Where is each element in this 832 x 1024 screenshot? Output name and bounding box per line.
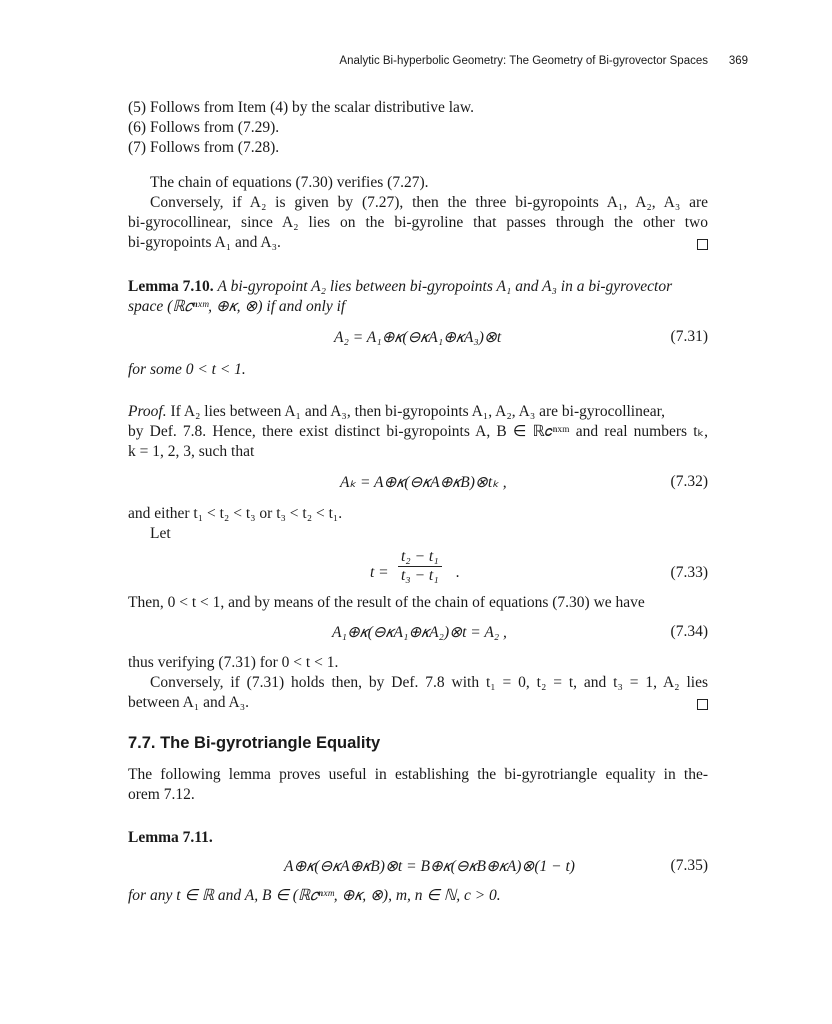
proof-text: If A₂ lies between A₁ and A₃, then bi-gyropoints A₁, A₂, A₃ are bi-gyrocollinear, [170,403,666,420]
equation-number: (7.31) [670,328,708,345]
qed-symbol [697,239,708,250]
paragraph [128,173,708,253]
proof-line: thus verifying (7.31) for 0 < t < 1. [128,654,339,671]
list-item: (5) Follows from Item (4) by the scalar distributive law. [128,99,474,116]
equation-tail: . [456,564,460,581]
proof-line: and either t₁ < t₂ < t₃ or t₃ < t₂ < t₁. [128,505,343,522]
proof-text: between A₁ and A₃. [128,694,250,711]
paragraph-line: The following lemma proves useful in establishing the bi-gyrotriangle equality in the- [128,766,708,783]
paragraph-line: Conversely, if A₂ is given by (7.27), then the three bi-gyropoints A₁, A₂, A₃ are [150,194,708,211]
proof-label: Proof. [128,403,167,420]
list-item: (7) Follows from (7.28). [128,139,280,156]
lemma-line: space (ℝ𝑐ⁿˣᵐ, ⊕𝜅, ⊗) if and only if [128,298,346,315]
equation-expression: Aₖ = A⊕𝜅(⊖𝜅A⊕𝜅B)⊗tₖ , [340,474,507,491]
qed-symbol [697,699,708,710]
equation-number: (7.35) [670,857,708,874]
proof [128,402,708,462]
equation-7-31 [128,328,708,350]
section-heading: 7.7. The Bi-gyrotriangle Equality [128,734,381,752]
proof-line [128,402,708,422]
lemma-7-10 [128,277,708,317]
lemma-title: Lemma 7.11. [128,829,213,846]
lemma-condition [128,886,708,906]
paragraph-line: bi-gyrocollinear, since A₂ lies on the bi-gyroline that passes through the other two [128,214,708,231]
lemma-7-11 [128,828,708,848]
proof-line: k = 1, 2, 3, such that [128,443,255,460]
running-head-title: Analytic Bi-hyperbolic Geometry: The Geometry of Bi-gyrovector Spaces [339,55,708,67]
equation-7-35 [128,857,708,879]
list-item: (6) Follows from (7.29). [128,119,280,136]
proof-line [128,693,708,713]
fraction-denominator: t₃ − t₁ [401,567,439,584]
section-intro [128,765,708,805]
page-number: 369 [728,55,748,67]
paragraph-line: orem 7.12. [128,786,195,803]
equation-expression: A₂ = A₁⊕𝜅(⊖𝜅A₁⊕𝜅A₃)⊗t [334,329,502,346]
proof-line: by Def. 7.8. Hence, there exist distinct bi-gyropoints A, B ∈ ℝ𝑐ⁿˣᵐ and real numbers tₖ, [128,423,708,440]
lemma-condition [128,360,708,380]
paragraph-text: bi-gyropoints A₁ and A₃. [128,234,281,251]
equation-lhs: t = [370,564,389,581]
equation-expression: A₁⊕𝜅(⊖𝜅A₁⊕𝜅A₂)⊗t = A₂ , [332,624,507,641]
lemma-statement: A bi-gyropoint A₂ lies between bi-gyropoints A₁ and A₃ in a bi-gyrovector [217,278,673,295]
proof-line: Conversely, if (7.31) holds then, by Def. 7.8 with t₁ = 0, t₂ = t, and t₃ = 1, A₂ lies [150,674,708,691]
equation-number: (7.32) [670,473,708,490]
equation-number: (7.33) [670,564,708,581]
equation-7-32 [128,473,708,495]
equation-expression: A⊕𝜅(⊖𝜅A⊕𝜅B)⊗t = B⊕𝜅(⊖𝜅B⊕𝜅A)⊗(1 − t) [284,858,575,875]
lemma-line [128,277,708,297]
proof-line: Let [150,525,171,542]
lemma-condition-text: for any t ∈ ℝ and A, B ∈ (ℝ𝑐ⁿˣᵐ, ⊕𝜅, ⊗), m, n ∈ ℕ, c > 0. [128,887,501,904]
equation-number: (7.34) [670,623,708,640]
fraction-numerator: t₂ − t₁ [398,548,442,567]
fraction [398,548,442,585]
equation-7-34 [128,623,708,645]
lemma-title: Lemma 7.10. [128,278,214,295]
proof-items [128,98,708,158]
proof-line: Then, 0 < t < 1, and by means of the result of the chain of equations (7.30) we have [128,594,645,611]
proof-conclusion [128,653,708,713]
proof-then [128,593,708,613]
paragraph-line: The chain of equations (7.30) verifies (7.27). [150,174,429,191]
running-head [128,55,748,73]
lemma-condition-text: for some 0 < t < 1. [128,361,246,378]
proof-continuation [128,504,708,544]
paragraph-line [128,233,708,253]
equation-7-33 [128,548,708,594]
